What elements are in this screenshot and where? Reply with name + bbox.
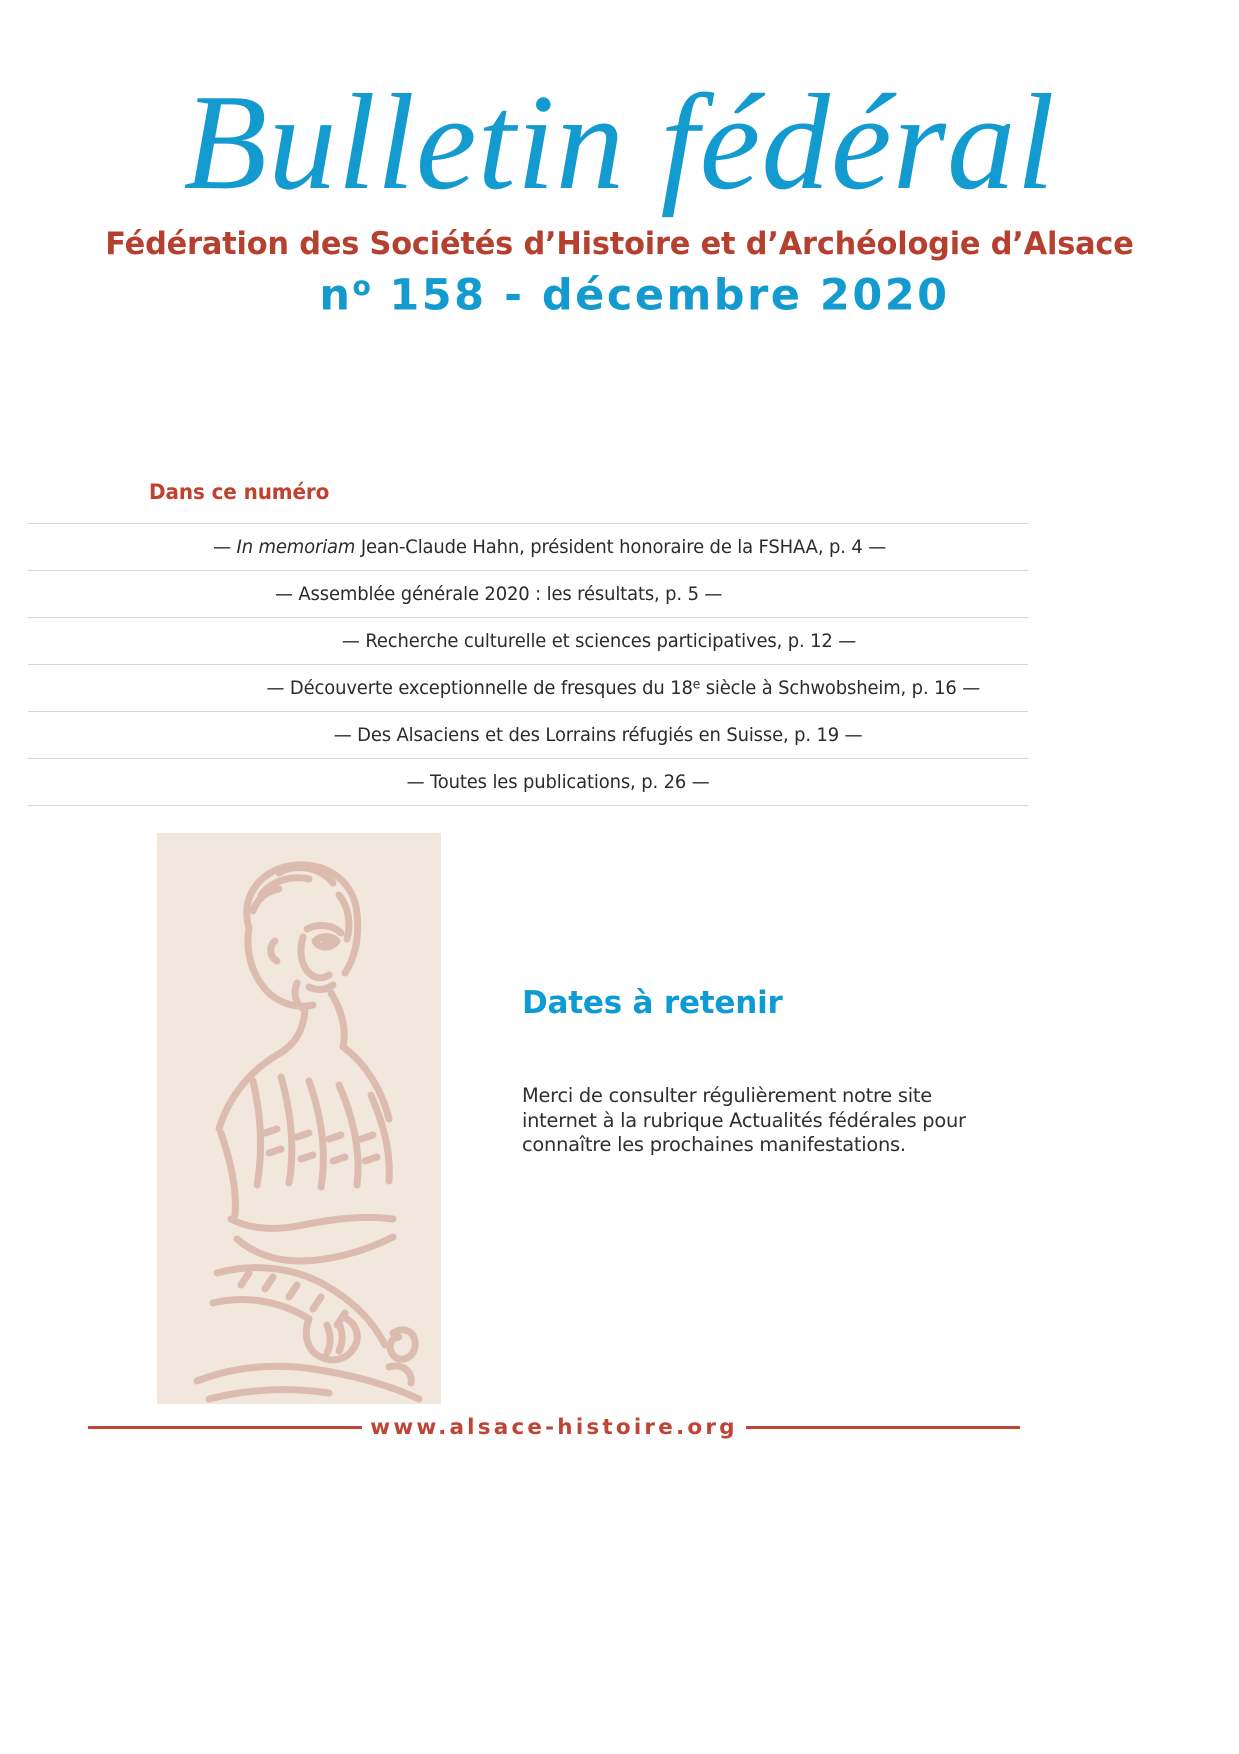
list-item[interactable] (28, 665, 1028, 712)
toc-dash-left: — (341, 630, 360, 652)
toc-entry-label: Recherche culturelle et sciences participatives, p. 12 (365, 630, 839, 652)
toc-dash-left: — (266, 677, 285, 699)
list-item[interactable] (28, 571, 1028, 618)
toc-entry-label: Des Alsaciens et des Lorrains réfugiés en Suisse, p. 19 (356, 724, 845, 746)
contents-heading: Dans ce numéro (149, 480, 330, 504)
toc-entry-label: Découverte exceptionnelle de fresques du 18 (289, 677, 693, 699)
dates-section (522, 985, 1012, 1158)
contents-section (28, 480, 1028, 806)
footer-rule-right (746, 1426, 1020, 1429)
website-url[interactable]: www.alsace-histoire.org (370, 1415, 738, 1440)
toc-entry-text (213, 536, 886, 558)
toc-dash-right: — (838, 630, 856, 652)
toc-dash-left: — (213, 536, 231, 558)
toc-entry-label: Jean-Claude Hahn, président honoraire de la FSHAA, p. 4 (355, 536, 869, 558)
toc-entry-superscript: e (692, 677, 701, 693)
toc-entry-text (342, 630, 856, 652)
footer (88, 1415, 1020, 1440)
toc-entry-label: Toutes les publications, p. 26 (430, 771, 693, 793)
page-title: Bulletin fédéral (183, 66, 1056, 218)
table-of-contents-list (28, 523, 1028, 806)
masthead (0, 66, 1239, 321)
list-item[interactable] (28, 524, 1028, 571)
toc-entry-label-after: siècle à Schwobsheim, p. 16 (700, 677, 963, 699)
issue-number-prefix: n (319, 270, 353, 321)
toc-dash-right: — (692, 771, 710, 793)
toc-entry-text (275, 583, 722, 605)
list-item[interactable] (28, 618, 1028, 665)
issue-line (0, 272, 1239, 320)
list-item[interactable] (28, 712, 1028, 759)
toc-dash-right: — (868, 536, 886, 558)
toc-dash-right: — (704, 583, 722, 605)
toc-dash-left: — (407, 771, 425, 793)
federation-subtitle: Fédération des Sociétés d’Histoire et d’Archéologie d’Alsace (105, 226, 1134, 262)
woodcut-figure-illustration (157, 833, 441, 1404)
toc-entry-text (266, 677, 980, 699)
woodcut-figure-icon (157, 833, 441, 1404)
dates-heading: Dates à retenir (522, 985, 783, 1021)
toc-entry-text (333, 724, 862, 746)
issue-ordinal-mark: o (352, 270, 372, 302)
dates-body-text: Merci de consulter régulièrement notre site internet à la rubrique Actualités fédérales pour connaître les prochaines manifestations. (522, 1084, 966, 1157)
toc-dash-left: — (333, 724, 352, 746)
toc-dash-left: — (274, 583, 293, 605)
footer-rule-left (88, 1426, 362, 1429)
toc-dash-right: — (844, 724, 862, 746)
toc-entry-italic: In memoriam (236, 536, 356, 558)
toc-dash-right: — (962, 677, 980, 699)
list-item[interactable] (28, 759, 1028, 806)
toc-entry-label: Assemblée générale 2020 : les résultats, p. 5 (298, 583, 705, 605)
issue-number-and-date: 158 - décembre 2020 (389, 270, 950, 321)
toc-entry-text (407, 771, 710, 793)
